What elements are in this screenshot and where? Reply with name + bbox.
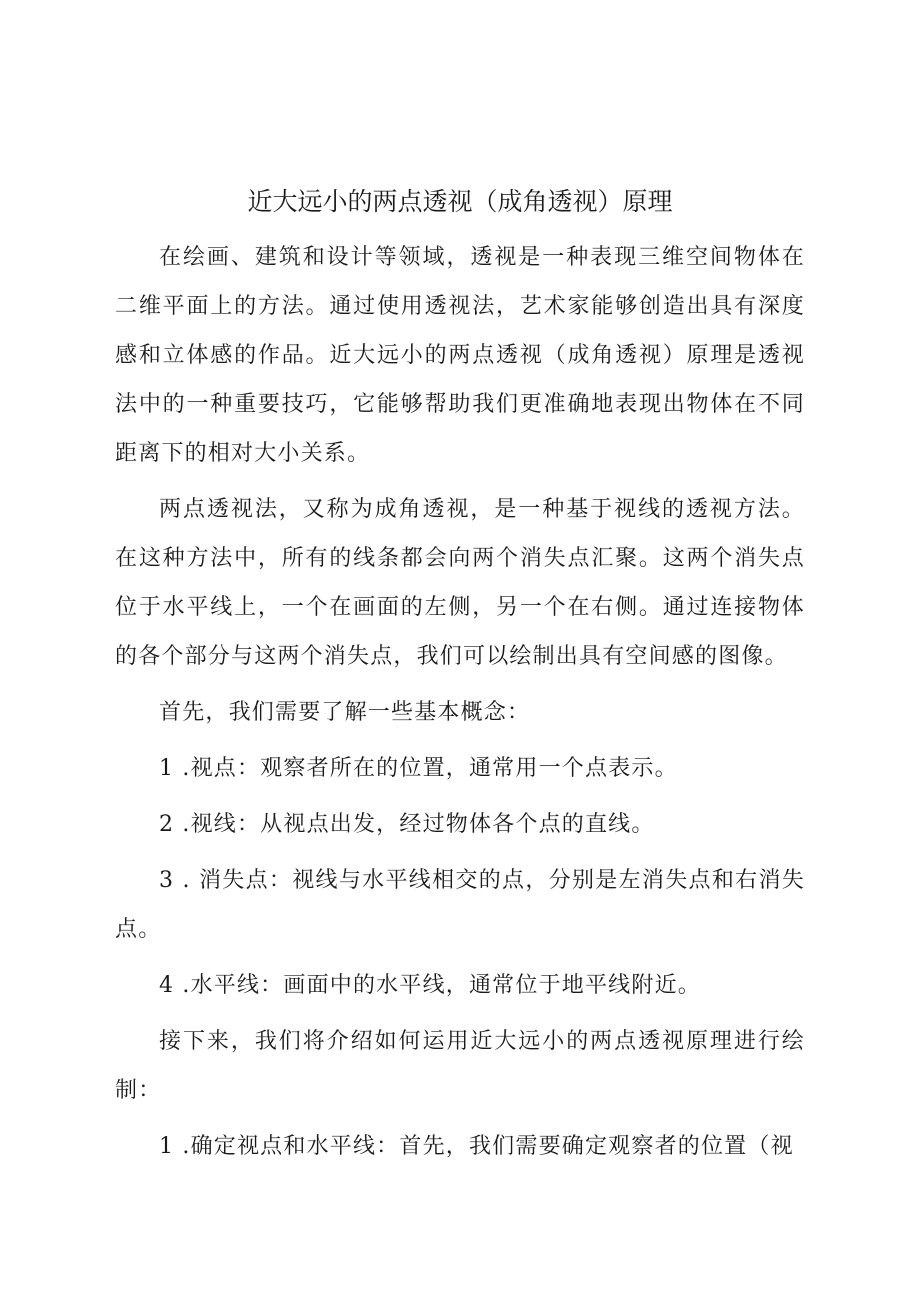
drawing-steps-intro: 接下来，我们将介绍如何运用近大远小的两点透视原理进行绘制： xyxy=(115,1029,805,1103)
document-title: 近大远小的两点透视（成角透视）原理 xyxy=(247,187,673,216)
document-body xyxy=(115,233,805,1178)
concept-item-horizon: 4 .水平线：画面中的水平线，通常位于地平线附近。 xyxy=(159,973,701,998)
basic-concepts-intro: 首先，我们需要了解一些基本概念： xyxy=(159,700,531,725)
step-item-1: 1 .确定视点和水平线：首先，我们需要确定观察者的位置（视 xyxy=(159,1134,794,1159)
two-point-perspective-paragraph: 两点透视法，又称为成角透视，是一种基于视线的透视方法。在这种方法中，所有的线条都会向两个消失点汇聚。这两个消失点位于水平线上，一个在画面的左侧，另一个在右侧。通过连接物体的各个部分与这两个消失点，我们可以绘制出具有空间感的图像。 xyxy=(115,497,805,669)
concept-item-sightline: 2 .视线：从视点出发，经过物体各个点的直线。 xyxy=(159,812,655,837)
intro-paragraph: 在绘画、建筑和设计等领域，透视是一种表现三维空间物体在二维平面上的方法。通过使用透视法，艺术家能够创造出具有深度感和立体感的作品。近大远小的两点透视（成角透视）原理是透视法中的一种重要技巧，它能够帮助我们更准确地表现出物体在不同距离下的相对大小关系。 xyxy=(115,245,805,466)
concept-item-vanishing-point: 3 . 消失点：视线与水平线相交的点，分别是左消失点和右消失点。 xyxy=(115,868,805,942)
concept-item-viewpoint: 1 .视点：观察者所在的位置，通常用一个点表示。 xyxy=(159,756,678,781)
